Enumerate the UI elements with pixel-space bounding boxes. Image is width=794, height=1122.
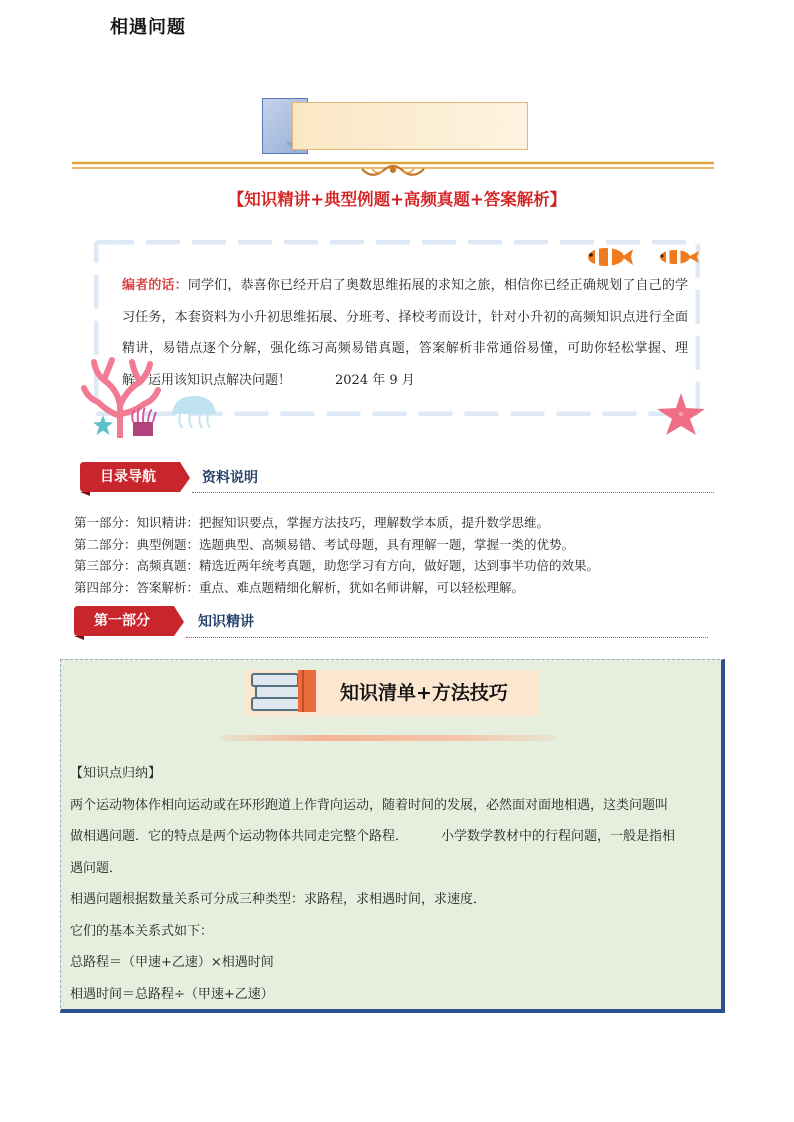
toc-header	[80, 462, 716, 496]
intro-item: 第一部分：知识精讲：把握知识要点，掌握方法技巧，理解数学本质，提升数学思维。	[74, 515, 550, 530]
clownfish-icon	[584, 244, 634, 270]
intro-item: 第三部分：高频真题：精选近两年统考真题，助您学习有方向，做好题，达到事半功倍的效果。	[74, 558, 600, 573]
knowledge-line: 总路程＝（甲速+乙速）×相遇时间	[70, 955, 274, 970]
page-title: 相遇问题	[110, 17, 186, 38]
knowledge-line: 做相遇问题．它的特点是两个运动物体共同走完整个路程． 小学数学教材中的行程问题，一般是指相	[70, 829, 676, 844]
intro-list	[74, 512, 734, 598]
part1-tab: 第一部分	[94, 613, 150, 629]
starfish-icon	[656, 392, 706, 436]
toc-divider	[192, 492, 714, 493]
toc-tab: 目录导航	[100, 469, 156, 485]
title-banner	[262, 98, 530, 154]
part1-label: 知识精讲	[198, 614, 254, 630]
intro-item: 第四部分：答案解析：重点、难点题精细化解析，犹如名师讲解，可以轻松理解。	[74, 579, 525, 595]
decorative-bar	[220, 735, 556, 741]
books-icon	[250, 668, 322, 714]
part1-header	[74, 606, 710, 640]
knowledge-text	[70, 758, 720, 1010]
knowledge-line: 它们的基本关系式如下：	[70, 923, 214, 939]
intro-item: 第二部分：典型例题：选题典型、高频易错、考试母题，具有理解一题，掌握一类的优势。	[74, 536, 575, 552]
knowledge-line: 相遇时间＝总路程÷（甲速+乙速）	[70, 986, 274, 1002]
jellyfish-icon	[168, 394, 220, 430]
knowledge-line: 相遇问题根据数量关系可分成三种类型：求路程，求相遇时间，求速度．	[70, 892, 487, 907]
knowledge-banner-title: 知识清单+方法技巧	[340, 682, 508, 704]
editor-note-text: 同学们，恭喜你已经开启了奥数思维拓展的求知之旅，相信你已经正确规划了自己的学习任务，本套资料为小升初思维拓展、分班考、择校考而设计，针对小升初的高频知识点进行全面精讲，易错点逐个分解，强化练习高频易错真题，答案解析非常通俗易懂，可助你轻松掌握、理解、运用该知识点解决问题！	[122, 278, 688, 388]
subtitle: 【知识精讲+典型例题+高频真题+答案解析】	[227, 190, 567, 209]
editor-note-date: 2024 年 9 月	[335, 372, 415, 388]
knowledge-heading: 【知识点归纳】	[70, 766, 162, 781]
editor-note	[122, 270, 688, 396]
anemone-icon	[128, 406, 158, 436]
banner-front-panel	[292, 102, 528, 150]
ornament-divider	[72, 154, 714, 180]
knowledge-line: 两个运动物体作相向运动或在环形跑道上作背向运动，随着时间的发展，必然面对面地相遇，这类问题叫	[70, 797, 669, 813]
part1-divider	[186, 637, 708, 638]
clownfish-icon	[656, 247, 700, 267]
toc-label: 资料说明	[202, 470, 258, 486]
starfish-icon	[92, 414, 114, 436]
knowledge-line: 遇问题．	[70, 860, 123, 876]
editor-note-label: 编者的话：	[122, 278, 188, 293]
